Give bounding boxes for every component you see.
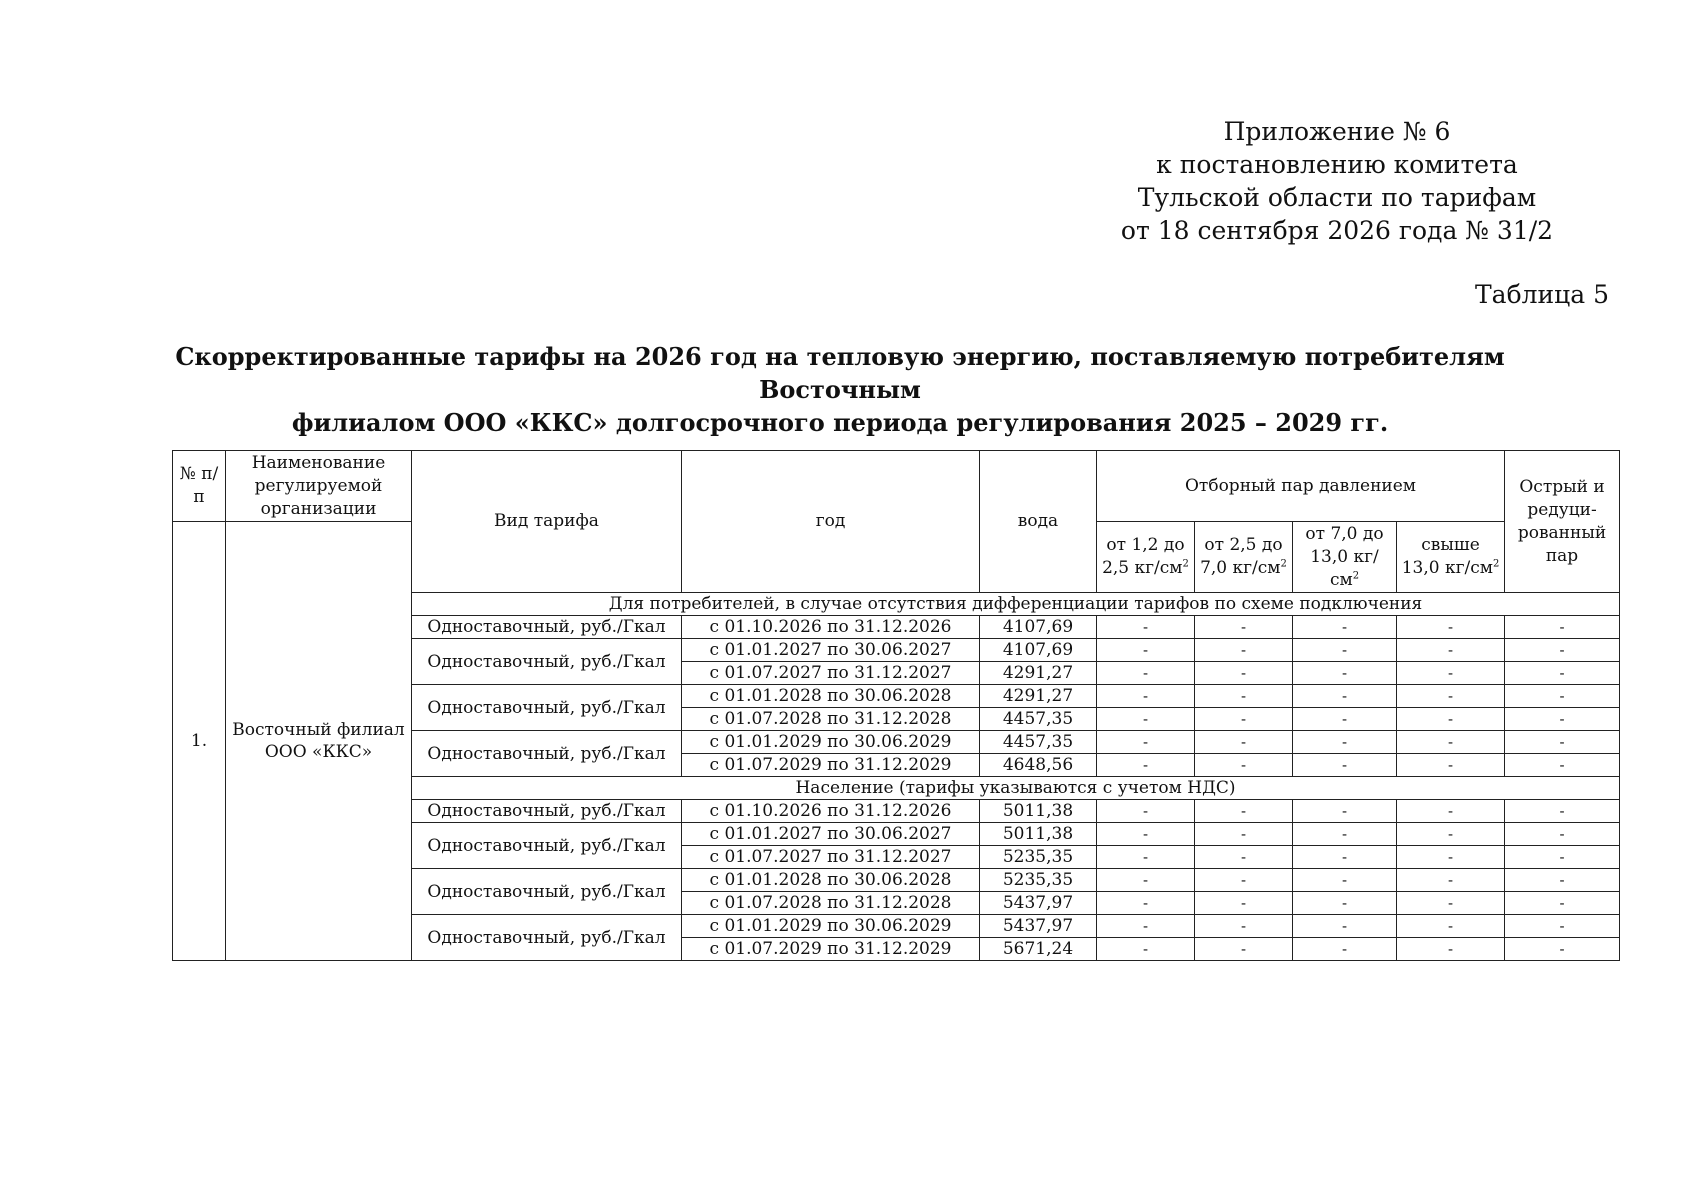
tariff-type-cell: Одноставочный, руб./Гкал <box>412 685 682 731</box>
empty-value-cell: - <box>1293 823 1397 846</box>
water-tariff-cell: 4648,56 <box>980 754 1097 777</box>
empty-value-cell: - <box>1195 800 1293 823</box>
header-steam-2 <box>1195 522 1293 593</box>
empty-value-cell: - <box>1097 731 1195 754</box>
empty-value-cell: - <box>1097 754 1195 777</box>
empty-value-cell: - <box>1195 823 1293 846</box>
header-steam-2-text: от 2,5 до 7,0 кг/см <box>1200 535 1283 578</box>
empty-value-cell: - <box>1195 708 1293 731</box>
water-tariff-cell: 4291,27 <box>980 685 1097 708</box>
empty-value-cell: - <box>1397 938 1505 961</box>
empty-value-cell: - <box>1195 892 1293 915</box>
empty-value-cell: - <box>1293 639 1397 662</box>
empty-value-cell: - <box>1293 800 1397 823</box>
appendix-line: от 18 сентября 2026 года № 31/2 <box>1120 216 1554 245</box>
empty-value-cell: - <box>1397 731 1505 754</box>
empty-value-cell: - <box>1397 869 1505 892</box>
empty-value-cell: - <box>1505 708 1620 731</box>
period-cell: с 01.01.2027 по 30.06.2027 <box>682 823 980 846</box>
unit-superscript: 2 <box>1280 558 1287 570</box>
table-label: Таблица 5 <box>1474 280 1609 309</box>
tariff-type-cell: Одноставочный, руб./Гкал <box>412 823 682 869</box>
empty-value-cell: - <box>1293 938 1397 961</box>
empty-value-cell: - <box>1293 662 1397 685</box>
water-tariff-cell: 4107,69 <box>980 616 1097 639</box>
empty-value-cell: - <box>1293 869 1397 892</box>
header-num: № п/п <box>173 451 226 522</box>
water-tariff-cell: 5011,38 <box>980 823 1097 846</box>
empty-value-cell: - <box>1397 754 1505 777</box>
empty-value-cell: - <box>1097 639 1195 662</box>
period-cell: с 01.01.2029 по 30.06.2029 <box>682 915 980 938</box>
header-steam-3 <box>1293 522 1397 593</box>
empty-value-cell: - <box>1097 823 1195 846</box>
header-org: Наименование регулируемой организации <box>226 451 412 522</box>
water-tariff-cell: 5671,24 <box>980 938 1097 961</box>
unit-superscript: 2 <box>1182 558 1189 570</box>
period-cell: с 01.07.2027 по 31.12.2027 <box>682 662 980 685</box>
empty-value-cell: - <box>1097 869 1195 892</box>
row-number-cell: 1. <box>173 522 226 961</box>
empty-value-cell: - <box>1097 685 1195 708</box>
empty-value-cell: - <box>1097 800 1195 823</box>
empty-value-cell: - <box>1505 662 1620 685</box>
empty-value-cell: - <box>1195 662 1293 685</box>
empty-value-cell: - <box>1195 869 1293 892</box>
empty-value-cell: - <box>1195 616 1293 639</box>
empty-value-cell: - <box>1195 685 1293 708</box>
empty-value-cell: - <box>1505 915 1620 938</box>
empty-value-cell: - <box>1397 639 1505 662</box>
period-cell: с 01.01.2029 по 30.06.2029 <box>682 731 980 754</box>
org-name-cell: Восточный филиал ООО «ККС» <box>226 522 412 961</box>
header-steam-4-text: свыше 13,0 кг/см <box>1401 535 1493 578</box>
empty-value-cell: - <box>1097 662 1195 685</box>
period-cell: с 01.07.2028 по 31.12.2028 <box>682 708 980 731</box>
empty-value-cell: - <box>1195 846 1293 869</box>
empty-value-cell: - <box>1195 754 1293 777</box>
water-tariff-cell: 5437,97 <box>980 915 1097 938</box>
period-cell: с 01.07.2027 по 31.12.2027 <box>682 846 980 869</box>
header-steam-1 <box>1097 522 1195 593</box>
water-tariff-cell: 5437,97 <box>980 892 1097 915</box>
empty-value-cell: - <box>1397 662 1505 685</box>
empty-value-cell: - <box>1097 915 1195 938</box>
title-line: Скорректированные тарифы на 2026 год на тепловую энергию, поставляемую потребителям Восточным <box>175 342 1505 404</box>
appendix-line: Тульской области по тарифам <box>1137 183 1537 212</box>
tariff-type-cell: Одноставочный, руб./Гкал <box>412 616 682 639</box>
header-water: вода <box>980 451 1097 593</box>
title-line: филиалом ООО «ККС» долгосрочного периода регулирования 2025 – 2029 гг. <box>291 408 1389 437</box>
empty-value-cell: - <box>1293 892 1397 915</box>
empty-value-cell: - <box>1505 616 1620 639</box>
period-cell: с 01.10.2026 по 31.12.2026 <box>682 800 980 823</box>
empty-value-cell: - <box>1293 846 1397 869</box>
empty-value-cell: - <box>1397 915 1505 938</box>
empty-value-cell: - <box>1397 800 1505 823</box>
empty-value-cell: - <box>1505 869 1620 892</box>
unit-superscript: 2 <box>1352 569 1360 581</box>
empty-value-cell: - <box>1097 892 1195 915</box>
empty-value-cell: - <box>1293 685 1397 708</box>
period-cell: с 01.07.2029 по 31.12.2029 <box>682 754 980 777</box>
header-sharp-steam: Острый и редуци-рованный пар <box>1505 451 1620 593</box>
period-cell: с 01.01.2027 по 30.06.2027 <box>682 639 980 662</box>
water-tariff-cell: 5235,35 <box>980 869 1097 892</box>
document-title <box>140 340 1540 439</box>
water-tariff-cell: 5235,35 <box>980 846 1097 869</box>
period-cell: с 01.01.2028 по 30.06.2028 <box>682 685 980 708</box>
empty-value-cell: - <box>1097 938 1195 961</box>
tariff-type-cell: Одноставочный, руб./Гкал <box>412 800 682 823</box>
appendix-line: к постановлению комитета <box>1156 150 1518 179</box>
appendix-line: Приложение № 6 <box>1223 117 1451 146</box>
empty-value-cell: - <box>1293 754 1397 777</box>
water-tariff-cell: 4457,35 <box>980 708 1097 731</box>
water-tariff-cell: 4291,27 <box>980 662 1097 685</box>
empty-value-cell: - <box>1195 938 1293 961</box>
empty-value-cell: - <box>1097 846 1195 869</box>
header-steam-4 <box>1397 522 1505 593</box>
tariff-type-cell: Одноставочный, руб./Гкал <box>412 869 682 915</box>
header-tariff-type: Вид тарифа <box>412 451 682 593</box>
empty-value-cell: - <box>1397 616 1505 639</box>
empty-value-cell: - <box>1505 823 1620 846</box>
period-cell: с 01.01.2028 по 30.06.2028 <box>682 869 980 892</box>
empty-value-cell: - <box>1293 731 1397 754</box>
empty-value-cell: - <box>1293 708 1397 731</box>
empty-value-cell: - <box>1397 846 1505 869</box>
header-steam-3-text: от 7,0 до 13,0 кг/см <box>1305 523 1384 590</box>
empty-value-cell: - <box>1397 708 1505 731</box>
header-steam-group: Отборный пар давлением <box>1097 451 1505 522</box>
empty-value-cell: - <box>1293 915 1397 938</box>
section-title: Для потребителей, в случае отсутствия дифференциации тарифов по схеме подключения <box>412 593 1620 616</box>
header-year: год <box>682 451 980 593</box>
empty-value-cell: - <box>1505 892 1620 915</box>
empty-value-cell: - <box>1397 892 1505 915</box>
appendix-reference <box>1077 115 1597 247</box>
header-steam-1-text: от 1,2 до 2,5 кг/см <box>1102 535 1185 578</box>
empty-value-cell: - <box>1195 639 1293 662</box>
tariff-type-cell: Одноставочный, руб./Гкал <box>412 915 682 961</box>
empty-value-cell: - <box>1397 685 1505 708</box>
empty-value-cell: - <box>1195 915 1293 938</box>
water-tariff-cell: 4107,69 <box>980 639 1097 662</box>
empty-value-cell: - <box>1505 754 1620 777</box>
tariff-type-cell: Одноставочный, руб./Гкал <box>412 731 682 777</box>
empty-value-cell: - <box>1505 731 1620 754</box>
tariff-table <box>172 450 1620 961</box>
empty-value-cell: - <box>1097 616 1195 639</box>
empty-value-cell: - <box>1505 846 1620 869</box>
empty-value-cell: - <box>1505 685 1620 708</box>
period-cell: с 01.07.2028 по 31.12.2028 <box>682 892 980 915</box>
section-title: Население (тарифы указываются с учетом НДС) <box>412 777 1620 800</box>
empty-value-cell: - <box>1097 708 1195 731</box>
empty-value-cell: - <box>1505 938 1620 961</box>
empty-value-cell: - <box>1505 639 1620 662</box>
water-tariff-cell: 4457,35 <box>980 731 1097 754</box>
empty-value-cell: - <box>1195 731 1293 754</box>
empty-value-cell: - <box>1505 800 1620 823</box>
tariff-type-cell: Одноставочный, руб./Гкал <box>412 639 682 685</box>
water-tariff-cell: 5011,38 <box>980 800 1097 823</box>
period-cell: с 01.10.2026 по 31.12.2026 <box>682 616 980 639</box>
empty-value-cell: - <box>1293 616 1397 639</box>
period-cell: с 01.07.2029 по 31.12.2029 <box>682 938 980 961</box>
empty-value-cell: - <box>1397 823 1505 846</box>
unit-superscript: 2 <box>1492 558 1500 570</box>
